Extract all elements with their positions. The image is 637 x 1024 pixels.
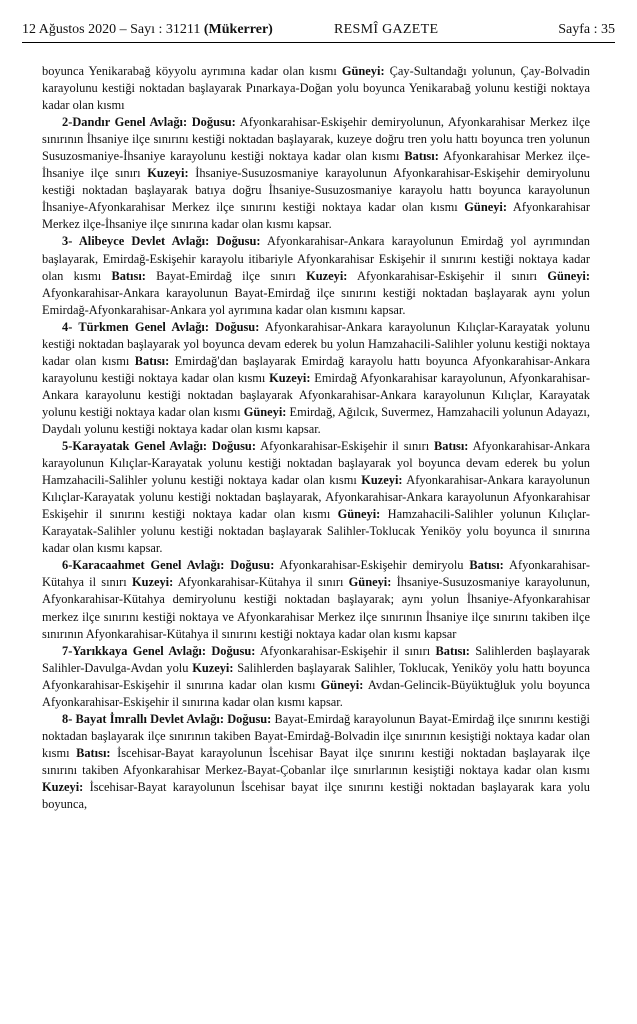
page-number: Sayfa : 35 <box>558 22 615 37</box>
section-title: 6-Karacaahmet Genel Avlağı: <box>62 558 225 573</box>
section-karayatak: 5-Karayatak Genel Avlağı: Doğusu: Afyonkarahisar-Eskişehir il sınırı Batısı: Afyonkarahisar-Ankara karayolunun Kılıçlar-Karayatak yolunu kestiği noktadan başlayarak yol boyunca devam ederek bu yolun Hamzahacili-Salihler yolunu kestiği noktaya kadar olan kısmı Kuzeyi: Afyonkarahisar-Ankara karayolunun Kılıçlar-Karayatak yolunu kestiği noktadan başlayarak, Afyonkarahisar-Ankara karayolunun Afyonkarahisar Eskişehir il sınırını kestiği noktaya kadar olan kısmı Güneyi: Hamzahacili-Salihler yolunun Kılıçlar-Karayatak-Salihler yolunu kestiği noktadan başlayarak Salihler-Toklucak Yeniköy yolu boyunca il sınırına kadar olan kısmı kapsar. <box>42 439 590 556</box>
section-title: 4- Türkmen Genel Avlağı: <box>62 319 209 334</box>
section-karacaahmet: 6-Karacaahmet Genel Avlağı: Doğusu: Afyonkarahisar-Eskişehir demiryolu Batısı: Afyonkarahisar-Kütahya il sınırı Kuzeyi: Afyonkarahisar-Kütahya il sınırı Güneyi: İhsaniye-Susuzosmaniye karayolunun, Afyonkarahisar-Kütahya demiryolunu kestiği noktadan başlayarak; aynı yolun İhsaniye-Afyonkarahisar merkez ilçe sınırını kestiği noktaya ve Afyonkarahisar Merkez ilçe sınırının İhsaniye ilçe sınırını takiben ilçe sınırının Afyonkarahisar-Kütahya il sınırını kestiği noktaya kadar olan kısmı kapsar <box>42 558 590 641</box>
section-title: 7-Yarıkkaya Genel Avlağı: <box>62 643 206 658</box>
section-title: 5-Karayatak Genel Avlağı: <box>62 439 208 454</box>
section-title: 3- Alibeyce Devlet Avlağı: <box>62 234 210 249</box>
section-title: 8- Bayat İmrallı Devlet Avlağı: <box>62 711 224 726</box>
section-turkmen: 4- Türkmen Genel Avlağı: Doğusu: Afyonkarahisar-Ankara karayolunun Kılıçlar-Karayatak yolunu kestiği noktadan başlayarak yol boyunca devam ederek bu yolun Hamzahacili-Salihler yolunu kestiği noktaya kadar olan kısmı Batısı: Emirdağ'dan başlayarak Emirdağ karayolu hattı boyunca Afyonkarahisar-Ankara karayolunu kestiği noktaya kadar olan kısmı Kuzeyi: Emirdağ Afyonkarahisar karayolunun, Afyonkarahisar-Ankara karayolunu kestiği noktadan başlayarak Afyonkarahisar-Ankara karayolunun Kılıçlar, Karayatak yolunu kestiği noktaya kadar olan kısmı Güneyi: Emirdağ, Ağılcık, Suvermez, Hamzahacili yolunun Adayazı, Daydalı yolunu kestiği noktaya kadar olan kısmı kapsar. <box>42 319 590 436</box>
intro-paragraph: boyunca Yenikarabağ köyyolu ayrımına kadar olan kısmı Güneyi: Çay-Sultandağı yolunun, Çay-Bolvadin karayolunu kestiği noktadan başlayarak Pınarkaya-Doğan yolu boyunca Yenikarabağ yolunu kestiği noktaya kadar olan kısmı <box>42 64 591 113</box>
section-alibeyce: 3- Alibeyce Devlet Avlağı: Doğusu: Afyonkarahisar-Ankara karayolunun Emirdağ yol ayrımından başlayarak, Emirdağ-Eskişehir karayolu itibariyle Afyonkarahisar Eskişehir il sınırını kestiği noktaya kadar olan kısmı Batısı: Bayat-Emirdağ ilçe sınırı Kuzeyi: Afyonkarahisar-Eskişehir il sınırı Güneyi: Afyonkarahisar-Ankara karayolunun Bayat-Emirdağ ilçe sınırını kestiği noktadan başlayarak aynı yolun Emirdağ-Afyonkarahisar-Ankara yol ayrımına kadar olan kısmını kapsar. <box>42 234 590 317</box>
section-title: 2-Dandır Genel Avlağı: <box>62 115 188 130</box>
date-issue-text: 12 Ağustos 2020 – Sayı : 31211 <box>22 22 204 37</box>
page-header <box>22 20 615 43</box>
section-yarikkaya: 7-Yarıkkaya Genel Avlağı: Doğusu: Afyonkarahisar-Eskişehir il sınırı Batısı: Salihlerden başlayarak Salihler-Davulga-Avdan yolu Kuzeyi: Salihlerden başlayarak Salihler, Toklucak, Yeniköy yolu hattı boyunca Afyonkarahisar-Eskişehir il sınırına kadar olan kısmı Güneyi: Avdan-Gelincik-Büyüktuğluk yolu boyunca Afyonkarahisar-Eskişehir il sınırına kadar olan kısmı kapsar. <box>42 643 591 709</box>
document-body <box>42 63 590 813</box>
section-bayat-imralli: 8- Bayat İmrallı Devlet Avlağı: Doğusu: Bayat-Emirdağ karayolunun Bayat-Emirdağ ilçe sınırını kestiği noktadan başlayarak ilçe sınırının takiben Bayat-Emirdağ-Bolvadin ilçe sınırının kesiştiği noktaya kadar olan kısmı Batısı: İscehisar-Bayat karayolunun İscehisar Bayat ilçe sınırını kestiği noktadan başlayarak ilçe sınırını takiben Afyonkarahisar Merkez-Bayat-Çobanlar ilçe sınırlarının kesiştiği noktaya kadar olan kısmı Kuzeyi: İscehisar-Bayat karayolunun İscehisar bayat ilçe sınırını kestiği noktadan başlayarak kara yolu boyunca, <box>42 711 591 812</box>
mukerrer-label: (Mükerrer) <box>203 22 273 37</box>
gazette-title: RESMÎ GAZETE <box>334 22 439 37</box>
section-dandir: 2-Dandır Genel Avlağı: Doğusu: Afyonkarahisar-Eskişehir demiryolunun, Afyonkarahisar Merkez ilçe sınırının İhsaniye ilçe sınırını kestiği noktadan başlayarak, kuzeye doğru tren yolu hattı boyunca tren yolunun Susuzosmaniye-İhsaniye karayolunu kestiği noktaya kadar olan kısmı Batısı: Afyonkarahisar Merkez ilçe-İhsaniye ilçe sınırı Kuzeyi: İhsaniye-Susuzosmaniye karayolunun Afyonkarahisar-Eskişehir demiryolunu kestiği noktadan başlayarak batıya doğru İhsaniye-Susuzosmaniye karayolu hattı boyunca karayolunun İhsaniye-Afyonkarahisar Merkez ilçe sınırını kestiği noktaya kadar olan kısmı Güneyi: Afyonkarahisar Merkez ilçe-İhsaniye ilçe sınırına kadar olan kısmı kapsar. <box>42 115 590 232</box>
issue-date-number <box>22 22 273 38</box>
